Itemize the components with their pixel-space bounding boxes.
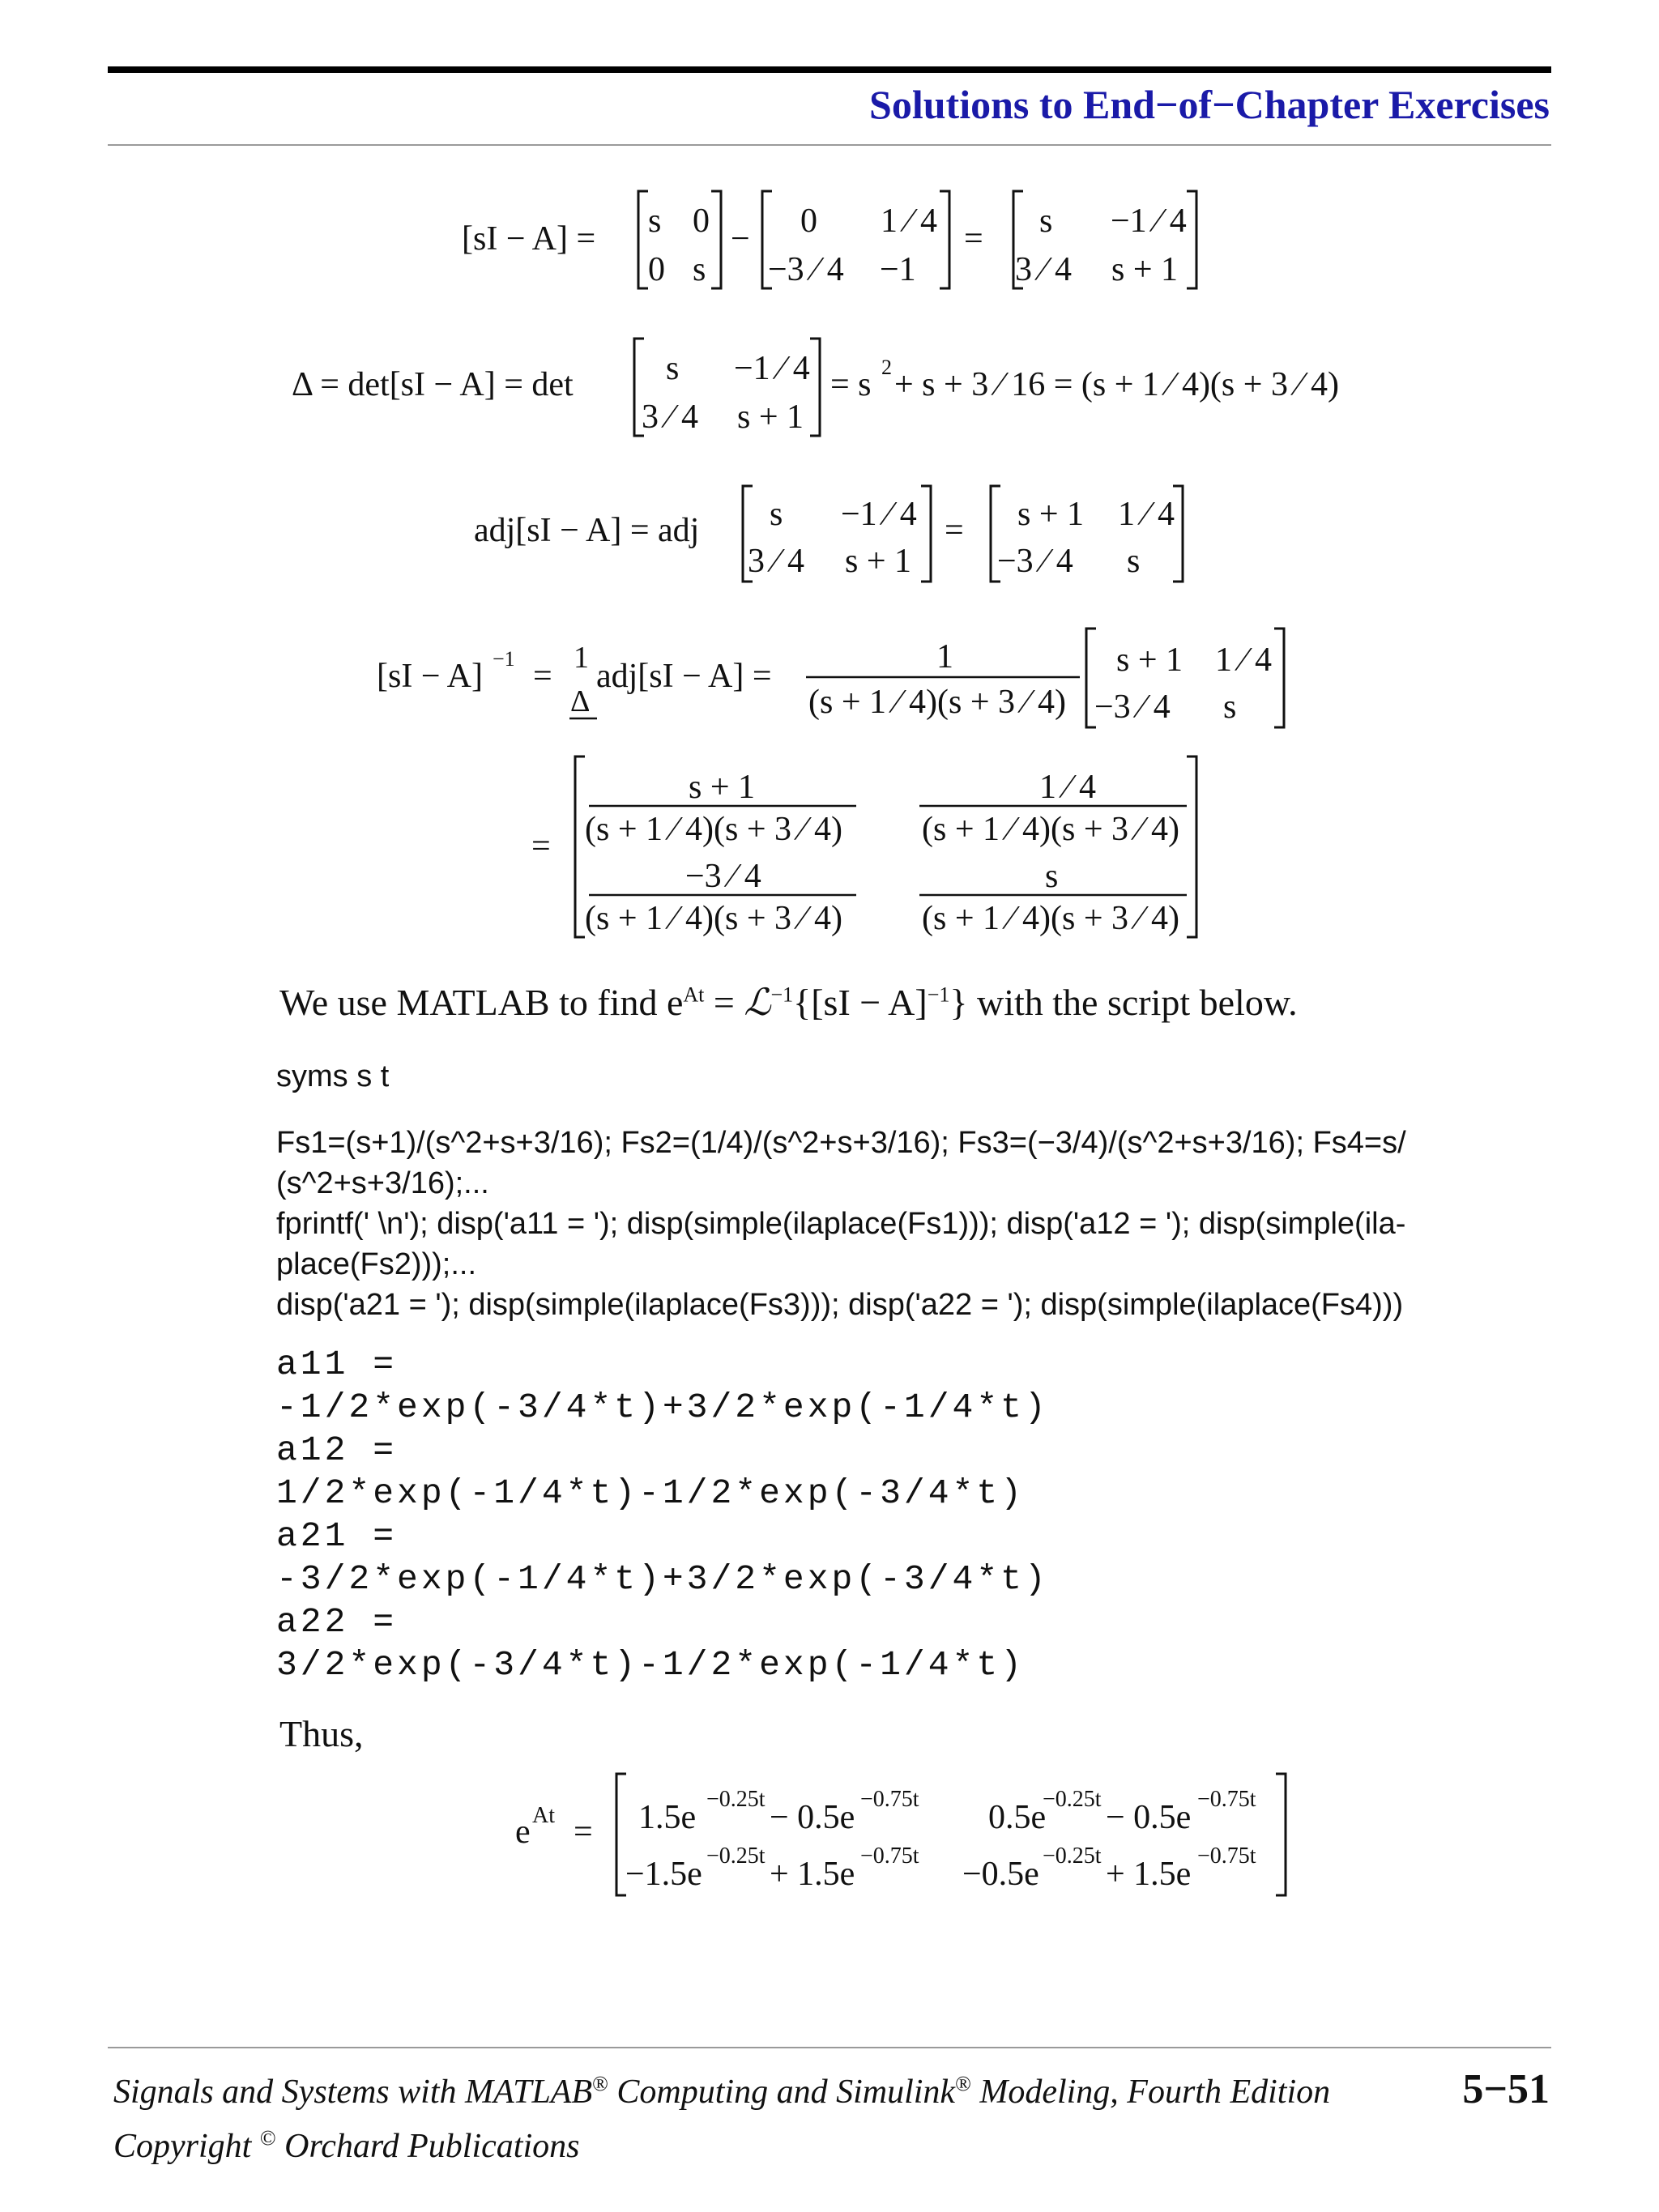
eq3-lhs: adj[sI − A] = adj: [474, 512, 700, 549]
eq4-den: (s + 1 ⁄ 4)(s + 3 ⁄ 4): [808, 684, 1067, 721]
output-line: 1/2*exp(-1/4*t)-1/2*exp(-3/4*t): [276, 1473, 1025, 1513]
eq4-m-11: s + 1: [1116, 641, 1183, 679]
page-number: 5−51: [1462, 2066, 1550, 2112]
eq1-m1-22: s: [693, 251, 706, 288]
running-header: Solutions to End−of−Chapter Exercises: [869, 82, 1550, 127]
eq3-m2-21: −3 ⁄ 4: [997, 543, 1073, 580]
prose-matlab-intro: [279, 980, 1298, 1024]
matlab-script: [276, 1123, 1540, 1325]
output-line: a21 =: [276, 1516, 398, 1556]
final-s4: −0.75t: [1197, 1787, 1256, 1812]
eq4-lhs: [sI − A]: [377, 658, 484, 695]
final-r2a: −1.5e: [625, 1856, 702, 1893]
final-r2b: + 1.5e: [770, 1856, 855, 1893]
thus-text: Thus,: [279, 1713, 364, 1754]
eq3-m1-22: s + 1: [845, 543, 912, 580]
final-lhs-sup: At: [532, 1803, 555, 1828]
eq5-d21: (s + 1 ⁄ 4)(s + 3 ⁄ 4): [585, 900, 843, 937]
eq4-frac-den: Δ: [570, 684, 591, 718]
eq1-m1-12: 0: [693, 202, 710, 240]
final-s3: −0.25t: [1043, 1787, 1102, 1812]
prose-c: {[sI − A]: [793, 982, 928, 1023]
eq2-m-21: 3 ⁄ 4: [642, 399, 699, 436]
footer-title-c: Modeling, Fourth Edition: [970, 2073, 1331, 2111]
eq4-frac-num: 1: [574, 641, 589, 675]
eq3-m1-21: 3 ⁄ 4: [748, 543, 805, 580]
eq4-eq1: =: [533, 658, 552, 695]
eq4-num: 1: [936, 638, 953, 676]
eq1-m1-11: s: [648, 202, 662, 240]
prose-b: =: [704, 982, 744, 1023]
eq3-m2-12: 1 ⁄ 4: [1118, 496, 1175, 533]
final-r1c: 0.5e: [988, 1799, 1047, 1836]
eq5-n21: −3 ⁄ 4: [685, 858, 761, 895]
final-s7: −0.25t: [1043, 1843, 1102, 1869]
prose-sup-inv: −1: [770, 982, 794, 1007]
eq2-rhs-b: + s + 3 ⁄ 16 = (s + 1 ⁄ 4)(s + 3 ⁄ 4): [894, 366, 1339, 403]
registered-mark: ®: [955, 2072, 971, 2095]
eq4-adj: adj[sI − A] =: [596, 658, 772, 695]
registered-mark: ®: [592, 2072, 608, 2095]
eq5-n12: 1 ⁄ 4: [1039, 769, 1097, 806]
final-r2c: −0.5e: [962, 1856, 1039, 1893]
eq2-rhs-sup: 2: [881, 356, 892, 379]
output-line: a11 =: [276, 1345, 398, 1384]
eq1-m3-22: s + 1: [1111, 251, 1179, 288]
final-eq: =: [574, 1813, 593, 1851]
script-line: (s^2+s+3/16);...: [276, 1166, 489, 1200]
prose-sup-inv2: −1: [927, 982, 950, 1007]
script-line: fprintf(' \n'); disp('a11 = '); disp(simple(ilaplace(Fs1))); disp('a12 = '); disp(simple(ila-: [276, 1207, 1406, 1241]
footer-rule: [108, 2047, 1551, 2048]
output-line: -3/2*exp(-1/4*t)+3/2*exp(-3/4*t): [276, 1559, 1049, 1599]
footer-book-title: [113, 2072, 1330, 2112]
output-line: 3/2*exp(-3/4*t)-1/2*exp(-1/4*t): [276, 1645, 1025, 1685]
eq3-m2-22: s: [1127, 543, 1141, 580]
eq1-m2-12: 1 ⁄ 4: [881, 202, 938, 240]
eq4-m-12: 1 ⁄ 4: [1215, 641, 1273, 679]
eq3-m2-11: s + 1: [1017, 496, 1085, 533]
eq4-m-22: s: [1223, 688, 1237, 726]
eq5-d11: (s + 1 ⁄ 4)(s + 3 ⁄ 4): [585, 811, 843, 848]
footer-title-a: Signals and Systems with MATLAB: [113, 2073, 593, 2111]
eq1-m2-22: −1: [880, 251, 916, 288]
eq5-n22: s: [1045, 858, 1059, 895]
eq1-minus: −: [731, 220, 750, 258]
final-r1d: − 0.5e: [1106, 1799, 1192, 1836]
eq1-m3-11: s: [1039, 202, 1053, 240]
eq1-eq: =: [964, 220, 983, 258]
final-r2d: + 1.5e: [1106, 1856, 1192, 1893]
eq1-m3-21: 3 ⁄ 4: [1015, 251, 1073, 288]
eq5-eq: =: [531, 828, 551, 865]
final-lhs: e: [515, 1813, 531, 1851]
eq2-lhs: Δ = det[sI − A] = det: [292, 366, 574, 403]
eq1-m2-21: −3 ⁄ 4: [768, 251, 844, 288]
final-s6: −0.75t: [860, 1843, 919, 1869]
eq1-lhs: [sI − A] =: [462, 220, 596, 258]
eq5-d12: (s + 1 ⁄ 4)(s + 3 ⁄ 4): [922, 811, 1180, 848]
final-s2: −0.75t: [860, 1787, 919, 1812]
final-r1b: − 0.5e: [770, 1799, 855, 1836]
prose-sup-at: At: [683, 982, 705, 1007]
output-line: a12 =: [276, 1430, 398, 1470]
footer-copyright: [113, 2126, 579, 2166]
eq1-m3-12: −1 ⁄ 4: [1111, 202, 1187, 240]
eq1-m1-21: 0: [648, 251, 665, 288]
final-s5: −0.25t: [706, 1843, 766, 1869]
output-line: -1/2*exp(-3/4*t)+3/2*exp(-1/4*t): [276, 1387, 1049, 1427]
eq2-m-12: −1 ⁄ 4: [734, 350, 810, 387]
final-r1a: 1.5e: [638, 1799, 697, 1836]
eq3-m1-12: −1 ⁄ 4: [841, 496, 917, 533]
prose-d: } with the script below.: [949, 982, 1298, 1023]
matlab-output: [276, 1343, 1049, 1686]
eq5-n11: s + 1: [689, 769, 756, 806]
copyright-mark: ©: [259, 2126, 276, 2150]
eq2-m-11: s: [666, 350, 680, 387]
eq1-m2-11: 0: [800, 202, 817, 240]
script-line: Fs1=(s+1)/(s^2+s+3/16); Fs2=(1/4)/(s^2+s+3/16); Fs3=(−3/4)/(s^2+s+3/16); Fs4=s/: [276, 1126, 1406, 1160]
footer-publisher: Orchard Publications: [275, 2128, 580, 2165]
eq3-eq: =: [945, 512, 964, 549]
script-line: disp('a21 = '); disp(simple(ilaplace(Fs3))); disp('a22 = '); disp(simple(ilaplace(Fs4))): [276, 1288, 1404, 1322]
footer-title-b: Computing and Simulink: [608, 2073, 956, 2111]
eq3-m1-11: s: [770, 496, 783, 533]
eq5-d22: (s + 1 ⁄ 4)(s + 3 ⁄ 4): [922, 900, 1180, 937]
final-s8: −0.75t: [1197, 1843, 1256, 1869]
laplace-symbol: ℒ: [744, 982, 771, 1023]
eq4-m-21: −3 ⁄ 4: [1094, 688, 1171, 726]
copyright-word: Copyright: [113, 2128, 252, 2165]
eq2-rhs-a: = s: [830, 366, 872, 403]
eq2-m-22: s + 1: [737, 399, 804, 436]
script-line: place(Fs2)));...: [276, 1247, 477, 1281]
output-line: a22 =: [276, 1602, 398, 1642]
eq4-lhs-sup: −1: [493, 647, 515, 671]
final-s1: −0.25t: [706, 1787, 766, 1812]
matlab-script-line-1: syms s t: [276, 1059, 390, 1093]
prose-a: We use MATLAB to find e: [279, 982, 684, 1023]
